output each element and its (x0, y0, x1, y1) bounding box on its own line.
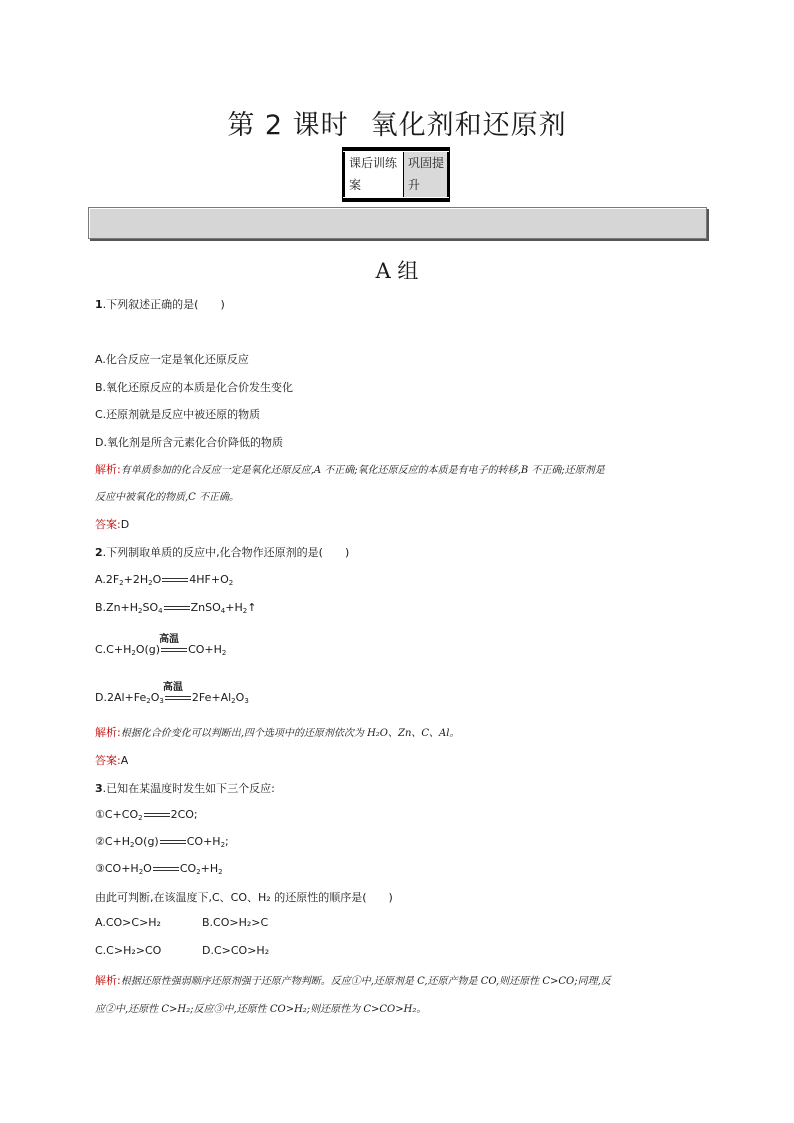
q1-option-a: A.化合反应一定是氧化还原反应 (95, 353, 249, 366)
q1-explanation: 解析:有单质参加的化合反应一定是氧化还原反应,A 不正确;氧化还原反应的本质是有电子的转移,B 不正确;还原剂是 (95, 463, 605, 476)
q3-question: 由此可判断,在该温度下,C、CO、H₂ 的还原性的顺序是( ) (95, 891, 393, 904)
q3-reaction-3: $③CO+H_2O$ $CO_2+H_2$ (95, 862, 223, 876)
q3-explanation-cont: 应②中,还原性 C>H₂;反应③中,还原性 CO>H₂;则还原性为 C>CO>H₂。 (95, 1004, 427, 1015)
q3-options-row1: A.CO>C>H₂ B.CO>H₂>C (95, 916, 269, 929)
q1-answer: 答案:D (95, 518, 130, 531)
q3-reaction-1: $①C+CO_2$ 2CO; (95, 808, 198, 822)
group-title: A 组 (375, 259, 419, 283)
q1-option-d: D.氧化剂是所含元素化合价降低的物质 (95, 436, 283, 449)
q2-option-c: $C.C+H_2O(g)$ 高温 $CO+H_2$ (95, 634, 227, 657)
q2-explanation: 解析:根据化合价变化可以判断出,四个选项中的还原剂依次为 H₂O、Zn、C、Al。 (95, 726, 460, 739)
q2-option-d: $D.2Al+Fe_2O_3$ 高温 $2Fe+Al_2O_3$ (95, 682, 249, 705)
q2-stem: 2.下列制取单质的反应中,化合物作还原剂的是( ) (95, 546, 350, 559)
tag-after-class: 课后训练案 (343, 152, 403, 197)
q3-stem: 3.已知在某温度时发生如下三个反应: (95, 782, 275, 795)
q1-option-b: B.氧化还原反应的本质是化合价发生变化 (95, 381, 294, 394)
q3-reaction-2: $②C+H_2O(g)$ $CO+H_2$; (95, 835, 229, 849)
q1-stem: 1.下列叙述正确的是( ) (95, 298, 225, 311)
q1-explanation-cont: 反应中被氧化的物质,C 不正确。 (95, 492, 240, 503)
q3-explanation: 解析:根据还原性强弱顺序还原剂强于还原产物判断。反应①中,还原剂是 C,还原产物是 CO,则还原性 C>CO;同理,反 (95, 974, 611, 987)
tag-consolidate: 巩固提升 (403, 152, 449, 197)
q2-option-a: $A.2F_2+2H_2O$ $4HF+O_2$ (95, 573, 234, 587)
page-title: 第 2 课时 氧化剂和还原剂 (227, 110, 567, 141)
q2-option-b: $B.Zn+H_2SO_4$ $ZnSO_4+H_2↑$ (95, 601, 257, 615)
section-banner (88, 207, 707, 239)
section-tag (342, 147, 450, 202)
q2-answer: 答案:A (95, 754, 129, 767)
q1-option-c: C.还原剂就是反应中被还原的物质 (95, 408, 261, 421)
q3-options-row2: C.C>H₂>CO D.C>CO>H₂ (95, 944, 270, 957)
